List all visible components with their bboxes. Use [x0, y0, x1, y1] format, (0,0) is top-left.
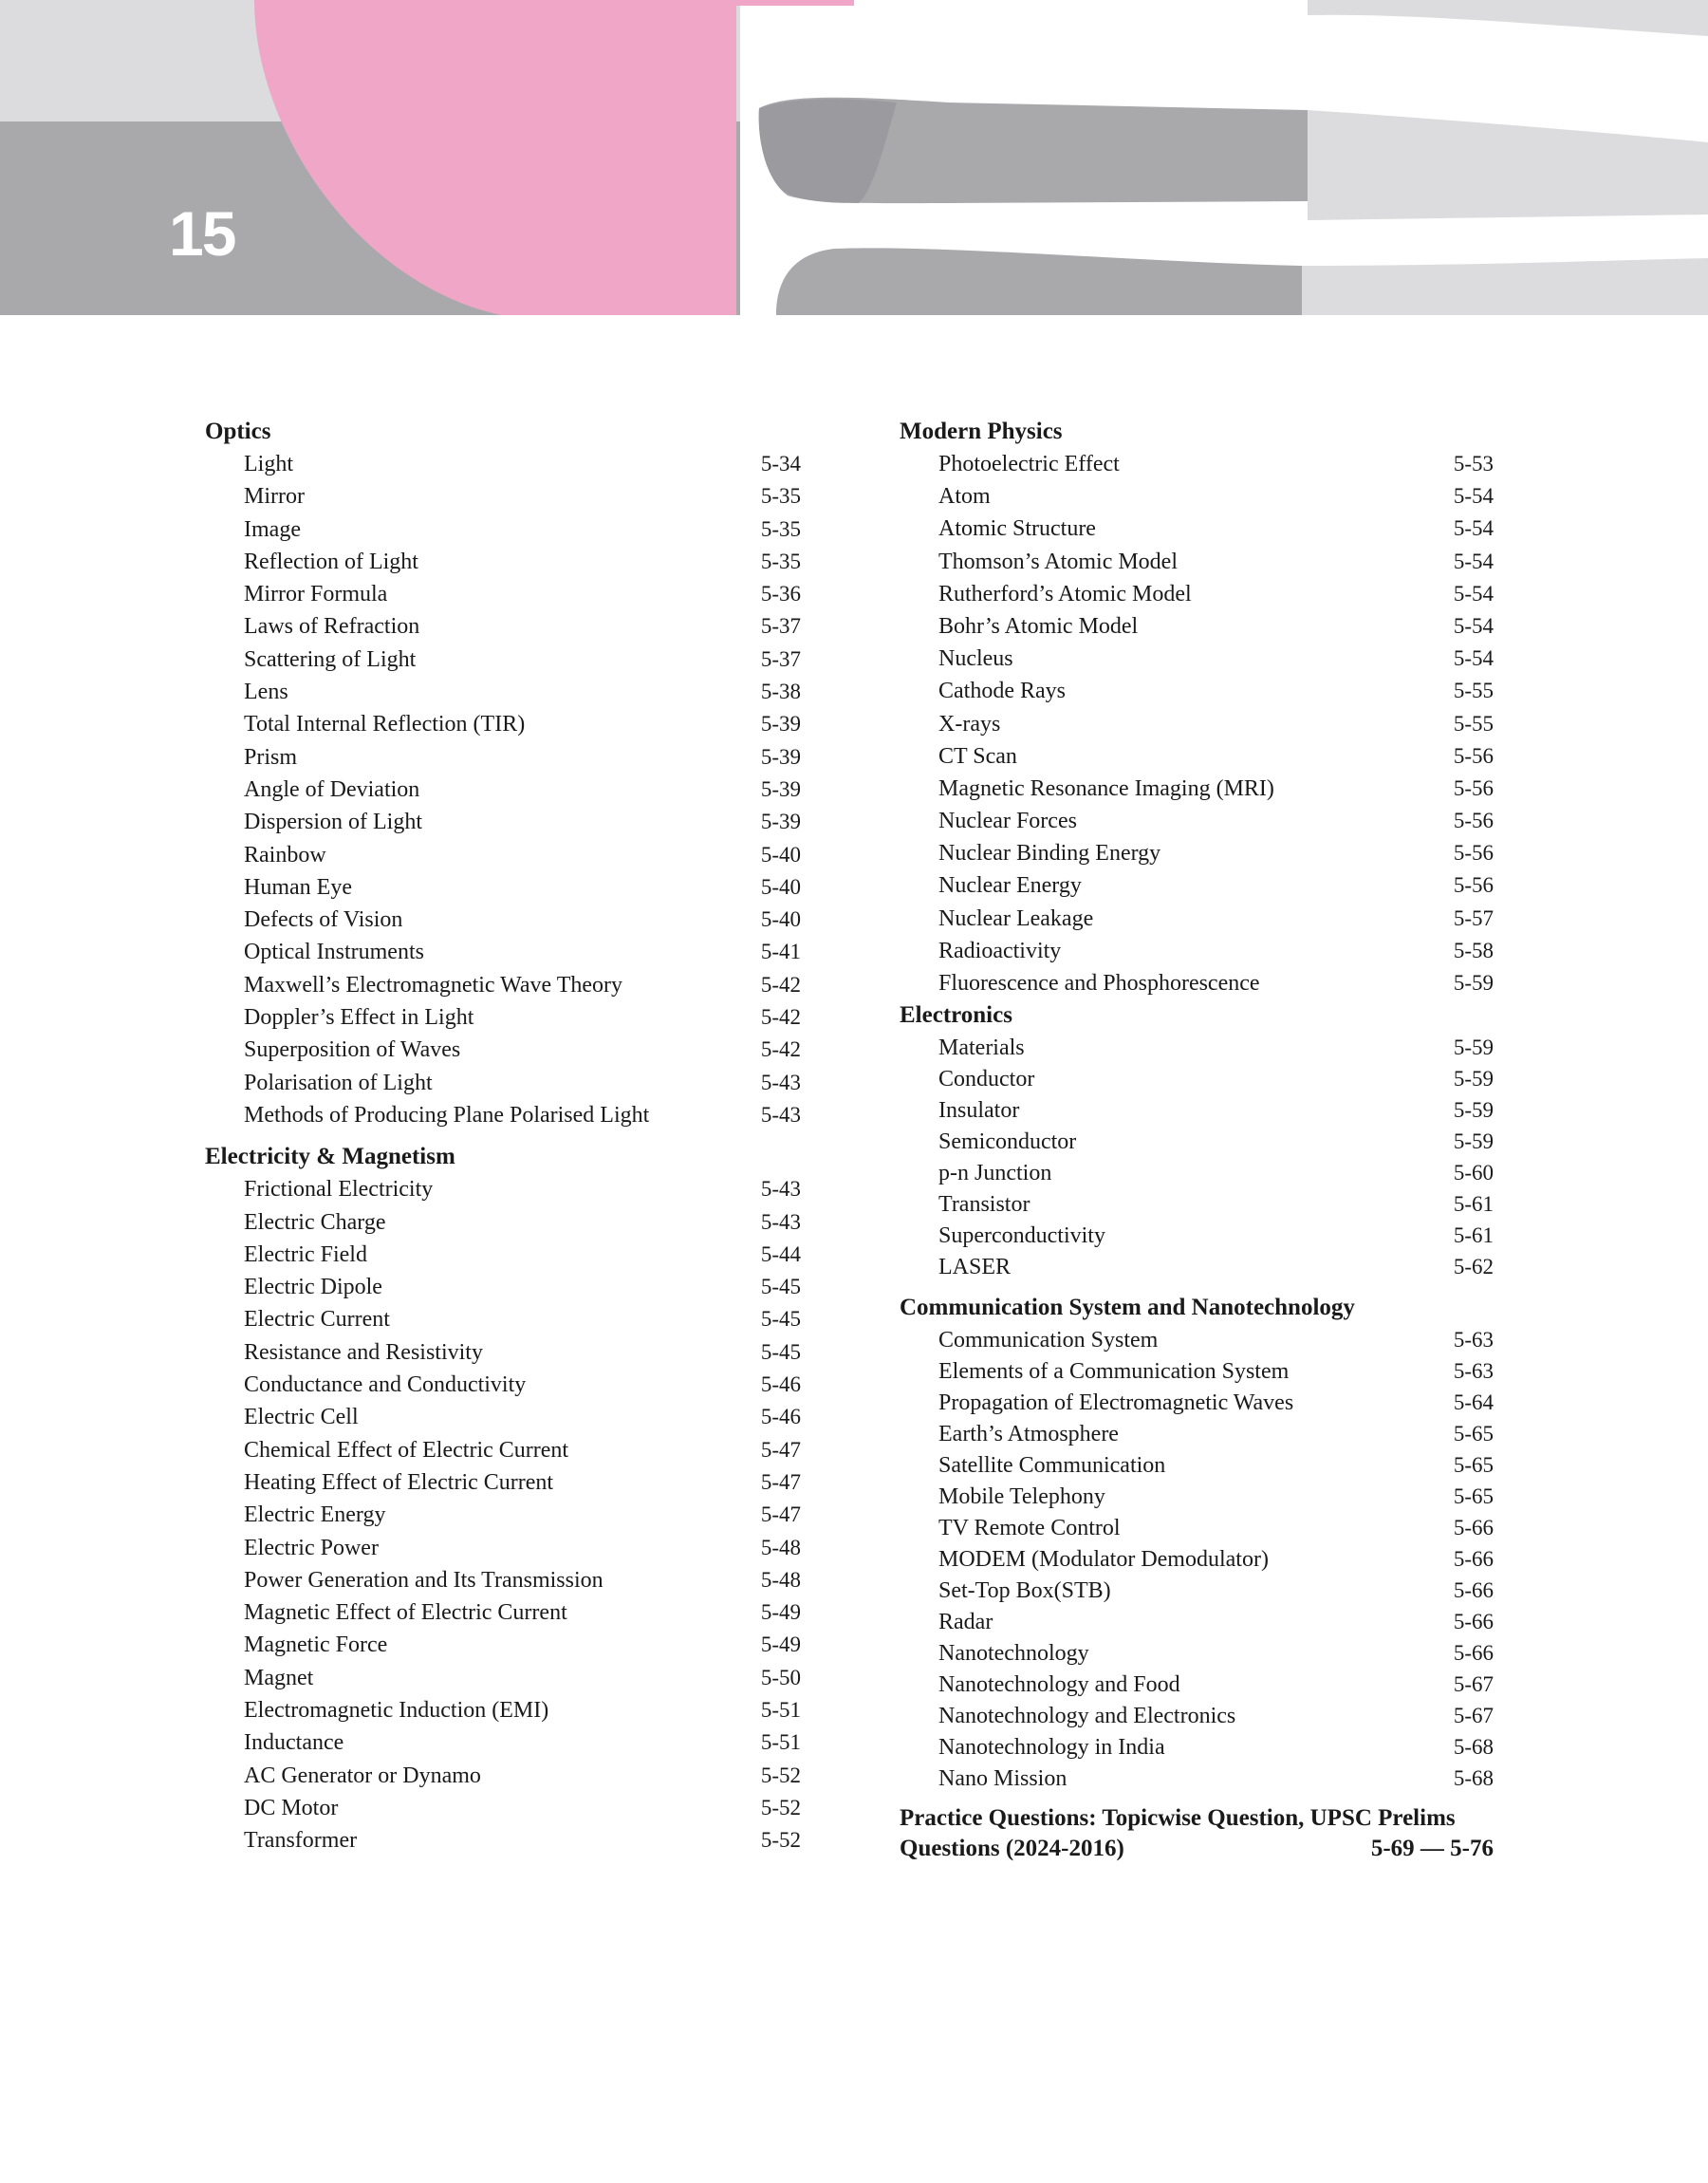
toc-entry [205, 839, 801, 871]
toc-entry [900, 935, 1494, 967]
toc-entry-label: Reflection of Light [244, 549, 418, 574]
chapter-number: 15 [169, 198, 235, 269]
toc-entry-page: 5-45 [760, 1339, 801, 1364]
toc-entry [900, 1731, 1494, 1763]
toc-entry-page: 5-61 [1453, 1223, 1494, 1248]
toc-entry [900, 1418, 1494, 1449]
toc-entry-page: 5-59 [1453, 971, 1494, 995]
toc-entry-page: 5-50 [760, 1665, 801, 1689]
toc-entry [205, 513, 801, 546]
toc-entry [205, 676, 801, 708]
toc-entry-page: 5-42 [760, 1037, 801, 1062]
toc-entry-page: 5-52 [760, 1763, 801, 1787]
toc-entry-label: Nucleus [938, 646, 1013, 672]
toc-entry [205, 1271, 801, 1303]
section-title-optics: Optics [205, 419, 271, 444]
toc-entry-page: 5-64 [1453, 1390, 1494, 1415]
toc-entry-page: 5-42 [760, 1005, 801, 1030]
toc-entry [205, 1792, 801, 1824]
toc-entry-label: Nanotechnology and Food [938, 1672, 1180, 1698]
toc-entry [900, 546, 1494, 578]
section-title-electronics: Electronics [900, 1002, 1012, 1029]
toc-entry-page: 5-38 [760, 680, 801, 704]
toc-entry-label: Optical Instruments [244, 940, 424, 965]
toc-entry-page: 5-59 [1453, 1098, 1494, 1123]
toc-entry [900, 1575, 1494, 1606]
toc-entry-page: 5-63 [1453, 1328, 1494, 1353]
toc-entry [205, 904, 801, 936]
toc-entry [900, 1094, 1494, 1126]
toc-entry [205, 610, 801, 643]
toc-entry-label: DC Motor [244, 1795, 339, 1820]
toc-entry-page: 5-56 [1453, 743, 1494, 768]
toc-entry-label: Angle of Deviation [244, 776, 420, 802]
toc-entry [205, 1336, 801, 1369]
toc-entry-page: 5-66 [1453, 1641, 1494, 1666]
toc-entry-label: Prism [244, 744, 298, 770]
toc-entry-page: 5-66 [1453, 1547, 1494, 1572]
toc-entry-label: AC Generator or Dynamo [244, 1763, 481, 1788]
toc-entry-label: Inductance [244, 1730, 344, 1756]
toc-entry [900, 1188, 1494, 1220]
toc-entry-page: 5-46 [760, 1372, 801, 1397]
toc-entry [900, 1157, 1494, 1188]
toc-entry-page: 5-47 [760, 1437, 801, 1462]
toc-entry [900, 740, 1494, 773]
toc-entry-label: Rainbow [244, 842, 326, 868]
toc-entry [205, 1173, 801, 1205]
toc-entry-label: Nuclear Forces [938, 809, 1077, 834]
toc-entry-label: Radar [938, 1610, 993, 1635]
toc-entry-label: Transistor [938, 1192, 1030, 1218]
toc-entry-label: Resistance and Resistivity [244, 1339, 483, 1365]
toc-right-column [900, 416, 1494, 1864]
spacer [900, 1282, 1494, 1292]
toc-entry-page: 5-34 [760, 452, 801, 476]
toc-entry-page: 5-56 [1453, 873, 1494, 898]
toc-entry-page: 5-51 [760, 1697, 801, 1722]
practice-line-1: Practice Questions: Topicwise Question, UPSC Prelims [900, 1805, 1456, 1832]
toc-entry-label: Materials [938, 1036, 1025, 1061]
toc-entry-label: Magnet [244, 1665, 314, 1690]
toc-entry-page: 5-49 [760, 1633, 801, 1657]
toc-entry [205, 936, 801, 968]
toc-entry [900, 448, 1494, 480]
toc-entry-label: Doppler’s Effect in Light [244, 1005, 474, 1031]
toc-entry-page: 5-44 [760, 1241, 801, 1266]
toc-entry-label: Electric Power [244, 1535, 379, 1560]
toc-entry-label: Atom [938, 484, 991, 510]
toc-entry [900, 1126, 1494, 1157]
toc-entry-page: 5-35 [760, 516, 801, 541]
toc-entry-label: Mobile Telephony [938, 1484, 1105, 1510]
toc-entry [205, 1760, 801, 1792]
toc-entry-label: Electric Cell [244, 1405, 359, 1430]
toc-entry-page: 5-43 [760, 1177, 801, 1202]
toc-entry-page: 5-45 [760, 1307, 801, 1332]
toc-entry-label: Elements of a Communication System [938, 1359, 1290, 1385]
toc-entry-label: Insulator [938, 1098, 1020, 1124]
toc-entry-page: 5-59 [1453, 1067, 1494, 1092]
toc-entry-label: Photoelectric Effect [938, 452, 1120, 476]
toc-entry-page: 5-48 [760, 1567, 801, 1592]
toc-entry-page: 5-67 [1453, 1704, 1494, 1728]
toc-entry [205, 448, 801, 480]
toc-entry-label: X-rays [938, 711, 1001, 737]
toc-entry-page: 5-65 [1453, 1422, 1494, 1446]
practice-line-2-row [900, 1834, 1494, 1864]
toc-entry-page: 5-55 [1453, 711, 1494, 736]
modern-physics-list [900, 448, 1494, 999]
toc-entry-page: 5-54 [1453, 484, 1494, 509]
toc-entry-label: Communication System [938, 1328, 1159, 1353]
toc-entry-page: 5-39 [760, 712, 801, 737]
toc-entry-page: 5-63 [1453, 1359, 1494, 1384]
toc-entry-label: Mirror Formula [244, 582, 388, 607]
toc-entry-page: 5-49 [760, 1600, 801, 1625]
toc-entry-page: 5-59 [1453, 1129, 1494, 1154]
toc-entry [900, 513, 1494, 545]
toc-entry-label: Electromagnetic Induction (EMI) [244, 1697, 549, 1723]
toc-entry-label: Image [244, 516, 301, 542]
chapter-banner [0, 0, 1708, 315]
toc-entry-label: Defects of Vision [244, 907, 403, 933]
toc-entry-label: Light [244, 452, 293, 476]
toc-entry [205, 578, 801, 610]
toc-entry-page: 5-68 [1453, 1766, 1494, 1791]
electricity-list [205, 1173, 801, 1856]
toc-entry-label: Laws of Refraction [244, 614, 420, 640]
toc-entry-label: Mirror [244, 484, 305, 510]
toc-entry [900, 675, 1494, 707]
toc-entry-page: 5-65 [1453, 1453, 1494, 1478]
toc-entry-page: 5-67 [1453, 1672, 1494, 1697]
toc-entry-label: Magnetic Force [244, 1633, 388, 1658]
toc-entry-label: Magnetic Effect of Electric Current [244, 1600, 567, 1626]
toc-entry-label: Transformer [244, 1828, 358, 1854]
toc-entry-page: 5-47 [760, 1469, 801, 1494]
toc-entry-page: 5-43 [760, 1070, 801, 1094]
toc-entry-page: 5-36 [760, 582, 801, 606]
toc-entry-page: 5-41 [760, 940, 801, 964]
toc-entry-label: Electric Energy [244, 1502, 386, 1528]
toc-entry [205, 1206, 801, 1239]
toc-entry-page: 5-59 [1453, 1036, 1494, 1060]
toc-entry-label: MODEM (Modulator Demodulator) [938, 1547, 1269, 1573]
toc-entry [900, 1032, 1494, 1063]
communication-list [900, 1324, 1494, 1794]
toc-entry-label: Bohr’s Atomic Model [938, 613, 1139, 639]
toc-entry-label: Nanotechnology and Electronics [938, 1704, 1236, 1729]
toc-entry [205, 1596, 801, 1629]
toc-entry [900, 1251, 1494, 1282]
toc-entry-label: Heating Effect of Electric Current [244, 1469, 554, 1495]
toc-entry-label: Radioactivity [938, 938, 1062, 963]
toc-entry [205, 774, 801, 806]
toc-entry [900, 610, 1494, 643]
toc-entry-page: 5-61 [1453, 1192, 1494, 1217]
toc-entry-label: Nuclear Energy [938, 873, 1082, 899]
practice-page-range: 5-69 — 5-76 [1370, 1836, 1494, 1862]
toc-entry-page: 5-40 [760, 907, 801, 932]
toc-entry-label: Nanotechnology [938, 1641, 1089, 1667]
toc-entry-label: Conductance and Conductivity [244, 1372, 527, 1398]
toc-entry [900, 1449, 1494, 1481]
toc-entry [900, 773, 1494, 805]
toc-entry-page: 5-54 [1453, 613, 1494, 638]
toc-entry-page: 5-52 [760, 1795, 801, 1819]
toc-entry [900, 708, 1494, 740]
toc-entry-page: 5-37 [760, 614, 801, 639]
toc-entry [205, 1034, 801, 1066]
toc-entry [205, 546, 801, 578]
toc-entry-page: 5-47 [760, 1502, 801, 1527]
toc-entry [900, 578, 1494, 610]
toc-entry-label: p-n Junction [938, 1161, 1052, 1186]
toc-entry-label: Frictional Electricity [244, 1177, 434, 1203]
toc-entry-label: Power Generation and Its Transmission [244, 1567, 603, 1593]
toc-entry-label: Conductor [938, 1067, 1035, 1092]
section-title-electricity: Electricity & Magnetism [205, 1144, 455, 1170]
toc-entry-label: Fluorescence and Phosphorescence [938, 971, 1260, 996]
toc-entry-page: 5-39 [760, 810, 801, 834]
toc-entry-label: Thomson’s Atomic Model [938, 549, 1178, 574]
toc-entry [900, 1669, 1494, 1700]
toc-entry-label: Satellite Communication [938, 1453, 1166, 1479]
toc-entry [205, 1824, 801, 1856]
toc-entry [900, 1637, 1494, 1669]
toc-entry-page: 5-57 [1453, 905, 1494, 930]
toc-entry [205, 1499, 801, 1531]
toc-entry [900, 1543, 1494, 1575]
toc-entry-page: 5-62 [1453, 1255, 1494, 1279]
toc-entry-page: 5-35 [760, 484, 801, 509]
toc-entry-label: Magnetic Resonance Imaging (MRI) [938, 775, 1274, 801]
toc-entry-label: Nuclear Leakage [938, 905, 1094, 931]
toc-entry [205, 1239, 801, 1271]
toc-entry [205, 1369, 801, 1401]
toc-entry [900, 1606, 1494, 1637]
toc-entry [900, 903, 1494, 935]
toc-entry-page: 5-66 [1453, 1610, 1494, 1634]
toc-entry-label: Total Internal Reflection (TIR) [244, 712, 526, 737]
toc-entry-label: Lens [244, 680, 288, 705]
toc-entry [205, 1564, 801, 1596]
toc-entry [205, 741, 801, 774]
toc-entry [205, 806, 801, 838]
toc-entry [205, 871, 801, 904]
toc-entry-page: 5-39 [760, 744, 801, 769]
toc-entry [900, 1700, 1494, 1731]
toc-entry-label: Earth’s Atmosphere [938, 1422, 1119, 1447]
toc-entry [205, 1001, 801, 1034]
toc-entry [205, 969, 801, 1001]
electronics-list [900, 1032, 1494, 1282]
toc-entry [205, 1303, 801, 1335]
toc-entry [205, 1726, 801, 1759]
toc-entry-page: 5-42 [760, 972, 801, 997]
banner-graphic [0, 0, 1708, 315]
toc-left-column [205, 416, 801, 1856]
section-title-communication: Communication System and Nanotechnology [900, 1295, 1355, 1321]
toc-entry-page: 5-65 [1453, 1484, 1494, 1509]
toc-entry-page: 5-66 [1453, 1516, 1494, 1540]
toc-entry [900, 1763, 1494, 1794]
toc-entry [900, 643, 1494, 675]
toc-entry [205, 480, 801, 513]
toc-entry-page: 5-52 [760, 1828, 801, 1853]
toc-entry-page: 5-53 [1453, 452, 1494, 476]
toc-entry-page: 5-39 [760, 776, 801, 801]
toc-entry-page: 5-40 [760, 874, 801, 899]
toc-entry-page: 5-54 [1453, 646, 1494, 671]
toc-entry-page: 5-56 [1453, 809, 1494, 833]
toc-entry-label: Nuclear Binding Energy [938, 841, 1161, 867]
toc-entry [205, 644, 801, 676]
toc-entry [900, 1387, 1494, 1418]
toc-entry [205, 1466, 801, 1499]
toc-entry-page: 5-37 [760, 646, 801, 671]
toc-entry-label: Electric Field [244, 1241, 367, 1267]
toc-entry-label: Propagation of Electromagnetic Waves [938, 1390, 1294, 1416]
optics-list [205, 448, 801, 1131]
toc-entry [205, 1532, 801, 1564]
toc-entry-page: 5-35 [760, 549, 801, 573]
toc-entry [900, 1220, 1494, 1251]
toc-entry-label: Superposition of Waves [244, 1037, 461, 1063]
toc-entry-page: 5-55 [1453, 679, 1494, 703]
toc-entry-label: LASER [938, 1255, 1012, 1280]
toc-entry-label: Maxwell’s Electromagnetic Wave Theory [244, 972, 623, 998]
toc-entry-page: 5-51 [760, 1730, 801, 1755]
toc-entry-label: Atomic Structure [938, 516, 1096, 542]
toc-entry-page: 5-54 [1453, 549, 1494, 573]
toc-entry-label: Methods of Producing Plane Polarised Light [244, 1102, 650, 1128]
practice-questions-entry [900, 1803, 1494, 1864]
toc-entry-page: 5-60 [1453, 1161, 1494, 1185]
toc-entry [900, 1063, 1494, 1094]
toc-entry [205, 708, 801, 740]
toc-entry [900, 1512, 1494, 1543]
toc-entry-label: Electric Current [244, 1307, 390, 1333]
spacer [205, 1131, 801, 1141]
toc-entry [900, 1324, 1494, 1355]
toc-entry-page: 5-43 [760, 1102, 801, 1127]
toc-entry-page: 5-56 [1453, 841, 1494, 866]
toc-entry-label: Nano Mission [938, 1766, 1068, 1792]
toc-entry [900, 837, 1494, 869]
toc-entry-page: 5-54 [1453, 581, 1494, 606]
toc-entry [205, 1629, 801, 1661]
toc-entry-page: 5-48 [760, 1535, 801, 1559]
toc-entry-label: Rutherford’s Atomic Model [938, 581, 1192, 606]
toc-entry-label: Semiconductor [938, 1129, 1077, 1155]
toc-entry-label: Superconductivity [938, 1223, 1105, 1249]
toc-entry-label: Set-Top Box(STB) [938, 1578, 1111, 1604]
toc-entry [900, 869, 1494, 902]
toc-entry [900, 1481, 1494, 1512]
toc-entry [205, 1662, 801, 1694]
toc-entry-label: Scattering of Light [244, 646, 417, 672]
toc-entry [900, 1355, 1494, 1387]
toc-entry-page: 5-45 [760, 1275, 801, 1299]
toc-entry-label: Human Eye [244, 874, 352, 900]
toc-entry-page: 5-40 [760, 842, 801, 867]
toc-entry [900, 805, 1494, 837]
toc-entry-page: 5-43 [760, 1209, 801, 1234]
toc-entry-page: 5-68 [1453, 1735, 1494, 1760]
toc-entry-label: Chemical Effect of Electric Current [244, 1437, 569, 1463]
toc-entry [900, 480, 1494, 513]
toc-entry [205, 1434, 801, 1466]
toc-entry [205, 1067, 801, 1099]
practice-line-2: Questions (2024-2016) [900, 1836, 1124, 1862]
toc-entry-page: 5-54 [1453, 516, 1494, 541]
toc-entry-label: Polarisation of Light [244, 1070, 433, 1095]
toc-entry-page: 5-58 [1453, 938, 1494, 962]
toc-entry-label: Cathode Rays [938, 679, 1066, 704]
toc-entry-page: 5-66 [1453, 1578, 1494, 1603]
section-title-modern-physics: Modern Physics [900, 419, 1063, 444]
toc-entry [205, 1099, 801, 1131]
toc-entry [900, 967, 1494, 999]
toc-entry-label: CT Scan [938, 743, 1017, 769]
toc-entry [205, 1401, 801, 1433]
toc-entry-label: Electric Charge [244, 1209, 386, 1235]
toc-entry-page: 5-56 [1453, 775, 1494, 800]
toc-entry-label: Electric Dipole [244, 1275, 382, 1300]
toc-entry-label: Dispersion of Light [244, 810, 422, 835]
toc-entry [205, 1694, 801, 1726]
toc-entry-label: TV Remote Control [938, 1516, 1121, 1541]
toc-entry-page: 5-46 [760, 1405, 801, 1429]
toc-entry-label: Nanotechnology in India [938, 1735, 1165, 1761]
